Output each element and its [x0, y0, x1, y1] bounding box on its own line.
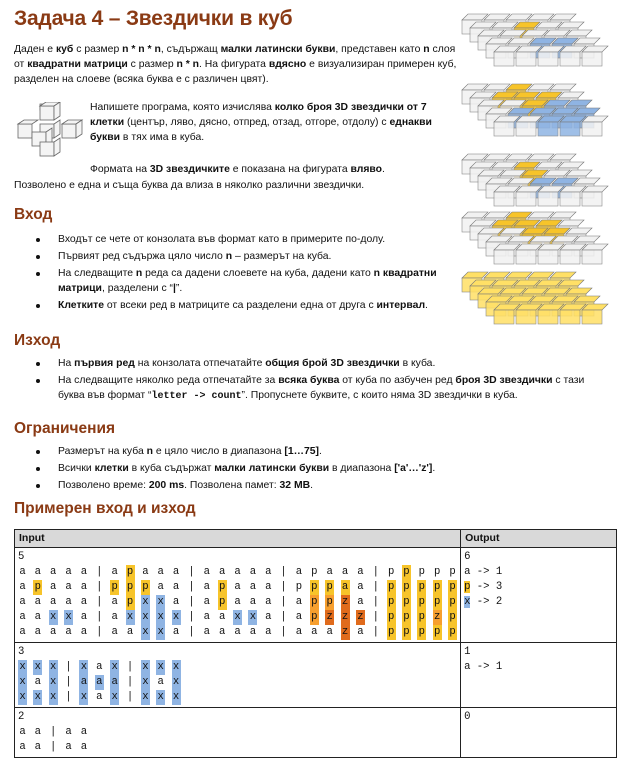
examples-table [14, 529, 617, 758]
cube-cell [582, 304, 608, 324]
output-cell [461, 643, 617, 708]
input-line: x x x | x a x | x x x [19, 691, 180, 704]
output-heading: Изход [14, 332, 61, 349]
list-item: Първият ред съдържа цяло число n – размерът на куба. [14, 249, 459, 264]
input-cell [15, 548, 461, 643]
list-item: На първия ред на конзолата отпечатайте общия брой 3D звездички в куба. [14, 356, 604, 371]
output-line: 1 [464, 646, 471, 659]
cube-cell [582, 116, 608, 136]
constraints-heading: Ограничения [14, 420, 116, 437]
intro-paragraph-2: Напишете програма, която изчислява колко броя 3D звездички от 7 клетки (център, ляво, дясно, отпред, отзад, отгоре, отдолу) с еднакви букви в тях има в куба. [90, 102, 432, 144]
cube-layer-5 [458, 268, 610, 330]
list-item: Клетките от всеки ред в матриците са разделени една от друга с интервал. [14, 298, 459, 313]
output-line: x -> 2 [464, 596, 503, 609]
examples-heading: Примерен вход и изход [14, 500, 196, 517]
output-line: 6 [464, 551, 471, 564]
cube-cell [582, 244, 608, 264]
star-3d-figure [14, 102, 86, 162]
list-item: Входът се чете от конзолата във формат като в примерите по-долу. [14, 232, 459, 247]
constraints-list [14, 444, 604, 495]
output-cell [461, 708, 617, 758]
cube-layer-3 [458, 150, 610, 212]
list-item: На следващите n реда са дадени слоевете на куба, дадени като n квадратни матрици, разделени с “|”. [14, 266, 459, 296]
input-line: a a x x a | a x x x x | a a x x a | a p z z z | p p p z p [19, 611, 456, 624]
list-item: Всички клетки в куба съдържат малки латински букви в диапазона ['a'…'z']. [14, 461, 604, 476]
input-list [14, 232, 459, 315]
input-line: a a a a a | a p a a a | a a a a a | a p a a a | p p p p p [19, 566, 456, 579]
cube-layer-4 [458, 208, 610, 270]
output-line: a -> 1 [464, 566, 503, 579]
input-line: a a | a a [19, 741, 88, 754]
input-line: 2 [18, 711, 25, 724]
table-row [15, 708, 617, 758]
input-line: a a a a a | a a x x a | a a a a a | a a a z a | p p p p p [19, 626, 456, 639]
output-line: p -> 3 [464, 581, 503, 594]
intro-paragraph-3: Формата на 3D звездичките е показана на фигурата вляво. [90, 164, 385, 175]
table-row [15, 548, 617, 643]
input-cell [15, 643, 461, 708]
cube-cell [582, 46, 608, 66]
table-row [15, 643, 617, 708]
input-line: x a x | a a a | x a x [19, 676, 180, 689]
cube-layer-1 [458, 10, 610, 72]
list-item: Позволено време: 200 ms. Позволена памет: 32 MB. [14, 478, 604, 493]
cube-layer-2 [458, 80, 610, 142]
output-header: Output [461, 530, 617, 548]
output-line: 0 [464, 711, 471, 724]
input-line: a a | a a [19, 726, 88, 739]
page-title: Задача 4 – Звездички в куб [14, 7, 293, 30]
output-line: a -> 1 [464, 661, 503, 674]
cube-cell [582, 186, 608, 206]
examples-body [15, 548, 617, 758]
input-line: a p a a a | p p p a a | a p a a a | p p p a a | p p p p p [19, 581, 456, 594]
input-heading: Вход [14, 206, 53, 223]
input-line: a a a a a | a p x x a | a p a a a | a p p z a | p p p p p [19, 596, 456, 609]
intro-paragraph-1: Даден е куб с размер n * n * n, съдържащ малки латински букви, представен като n слоя от квадратни матрици с размер n * n. На фигурата вдясно е визуализиран примерен куб, разделен на слоеве (всяка буква е с различен цвят). [14, 44, 457, 86]
input-header: Input [15, 530, 461, 548]
output-cell [461, 548, 617, 643]
input-line: x x x | x a x | x x x [19, 661, 180, 674]
input-line: 3 [18, 646, 25, 659]
input-cell [15, 708, 461, 758]
list-item: На следващите няколко реда отпечатайте за всяка буква от куба по азбучен ред броя 3D звездички с тази буква във формат “letter -> count”. Пропуснете буквите, с които няма 3D звездички в куба. [14, 373, 604, 405]
output-list [14, 356, 604, 407]
input-line: 5 [18, 551, 25, 564]
intro-paragraph-4: Позволено е една и съща буква да влиза в няколко различни звездички. [14, 180, 365, 191]
list-item: Размерът на куба n е цяло число в диапазона [1…75]. [14, 444, 604, 459]
